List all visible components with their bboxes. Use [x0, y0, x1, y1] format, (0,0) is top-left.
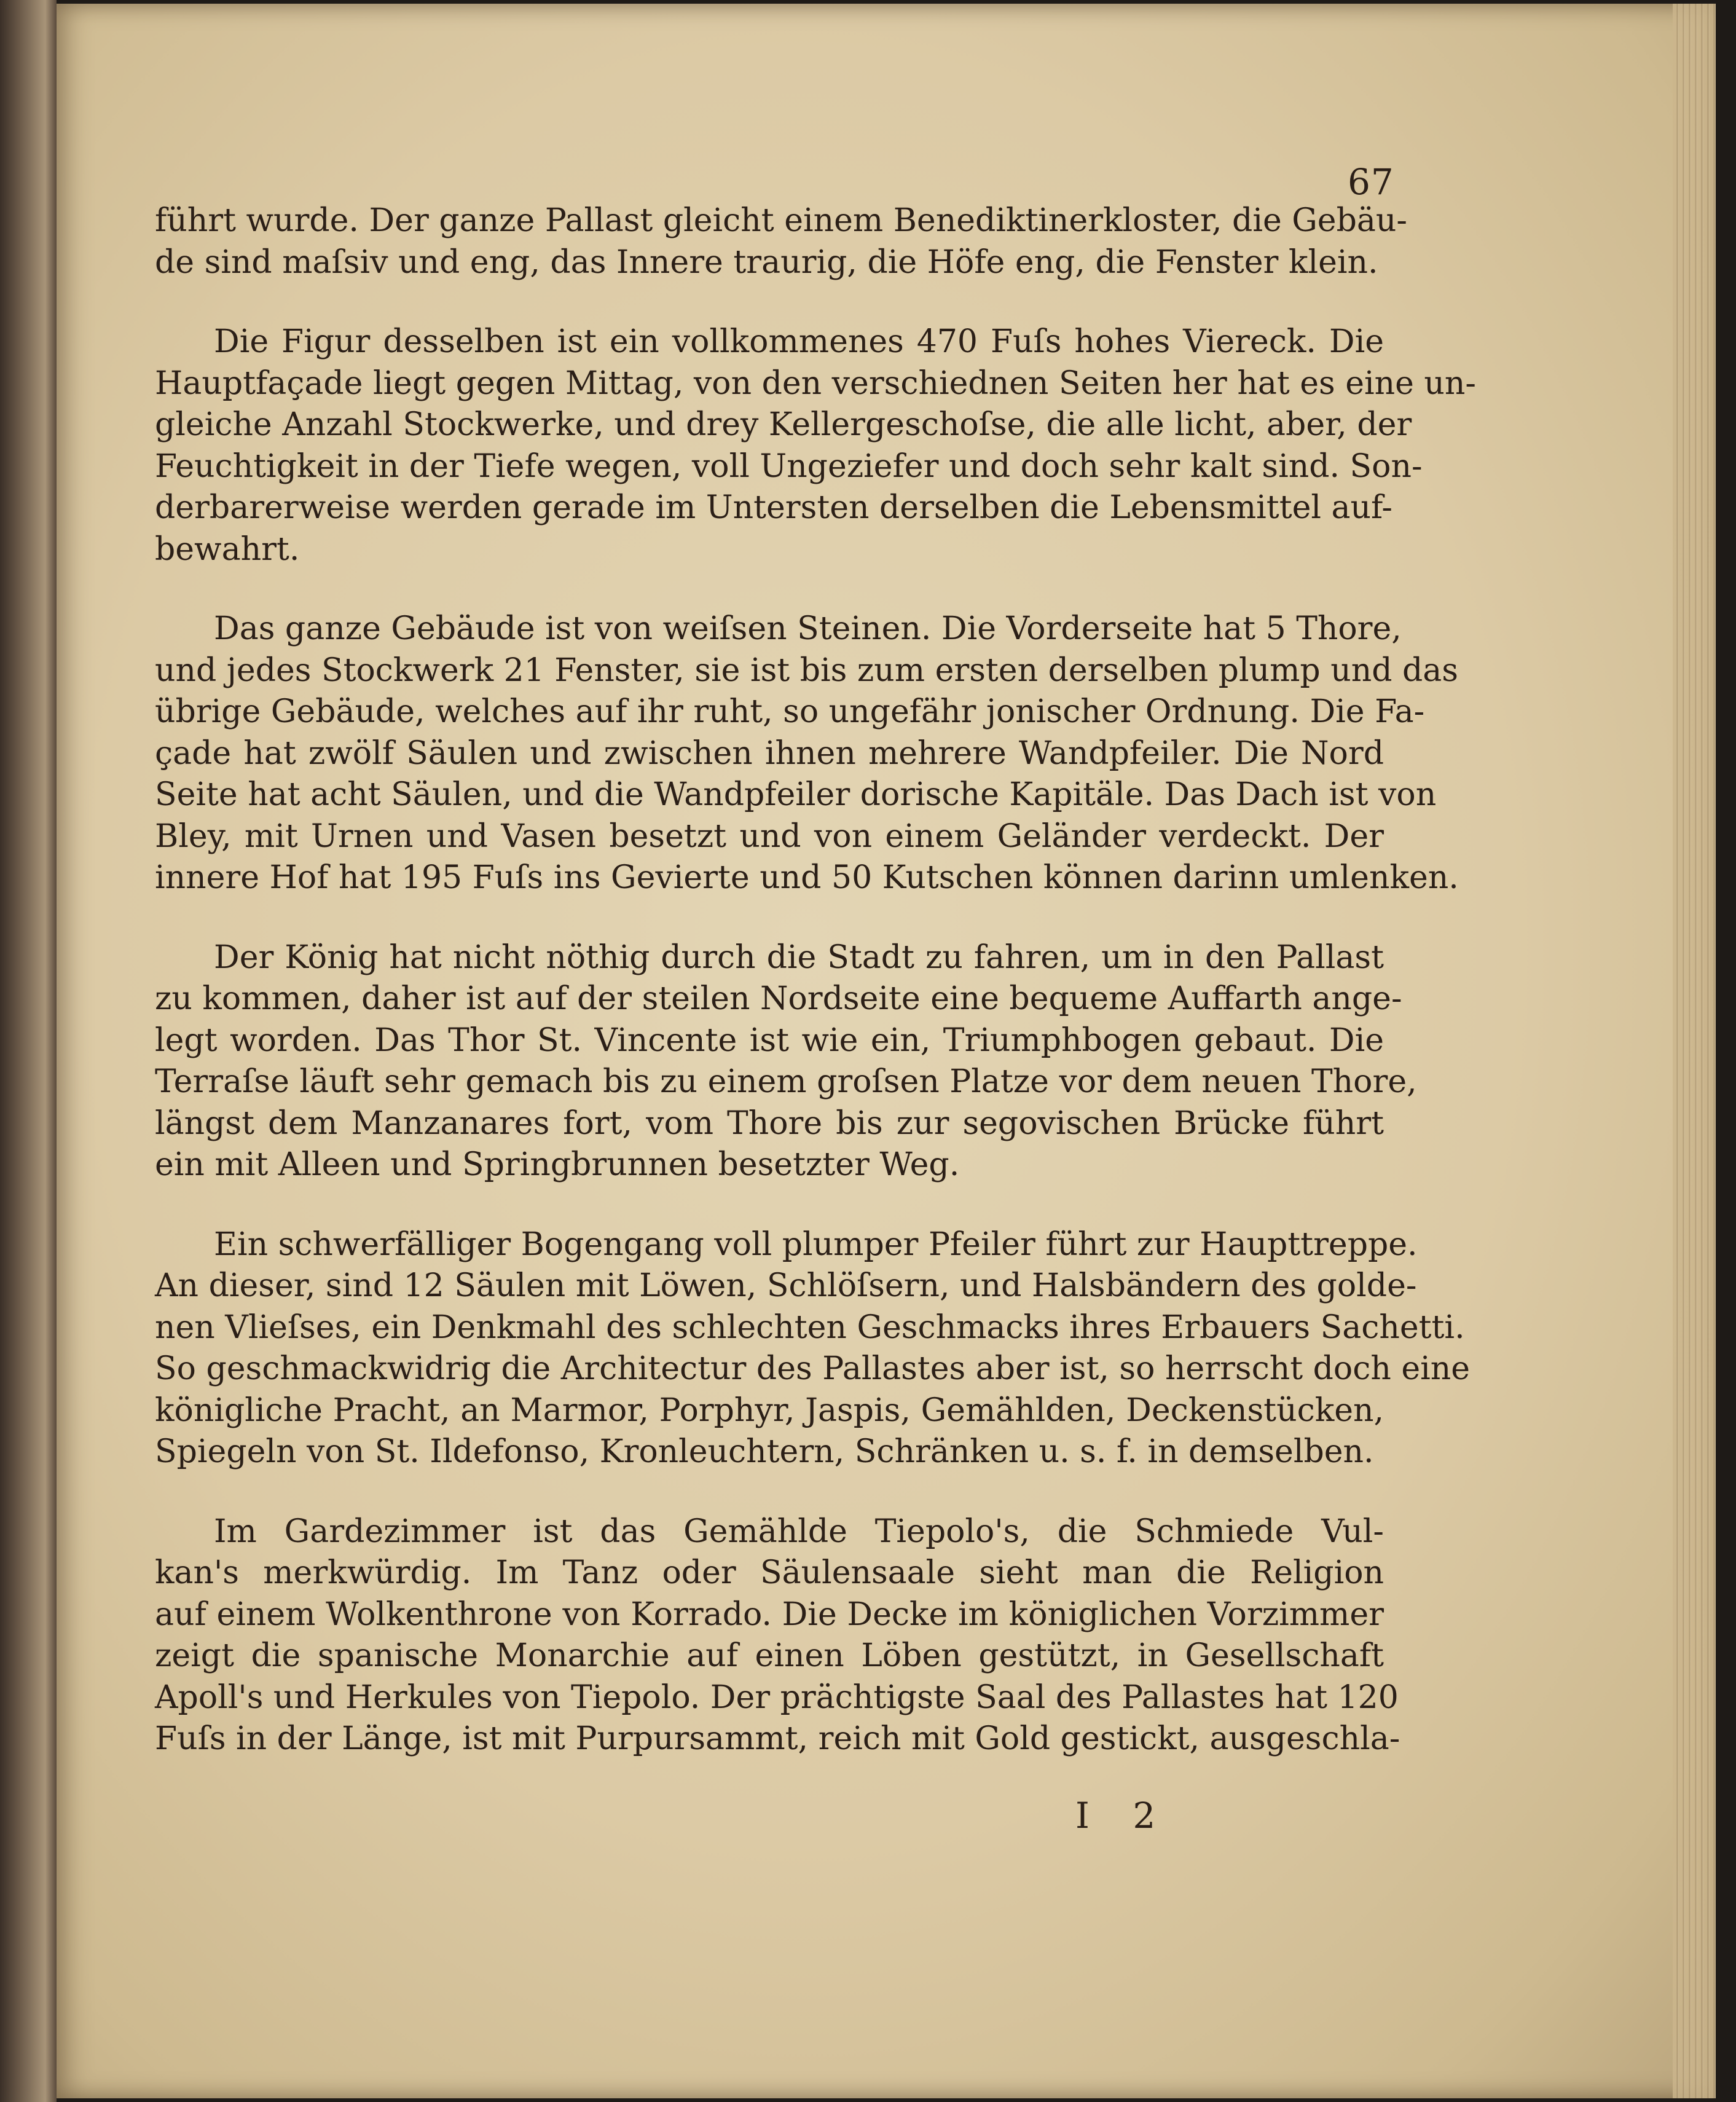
paragraph-2 — [155, 321, 1476, 570]
text-line: Seite hat acht Säulen, und die Wandpfeiler dorische Kapitäle. Das Dach ist von — [155, 776, 1437, 813]
text-line: Terraſse läuft sehr gemach bis zu einem groſsen Platze vor dem neuen Thore, — [155, 1063, 1417, 1100]
text-line: nen Vlieſses, ein Denkmahl des schlechten Geschmacks ihres Erbauers Sachetti. — [155, 1309, 1465, 1346]
text-line: Feuchtigkeit in der Tiefe wegen, voll Ungeziefer und doch sehr kalt sind. Son- — [155, 447, 1423, 485]
text-line: innere Hof hat 195 Fuſs ins Gevierte und 50 Kutschen können darinn umlenken. — [155, 859, 1459, 896]
text-line: legt worden. Das Thor St. Vincente ist wie ein, Triumphbogen gebaut. Die — [155, 1021, 1384, 1059]
text-line: kan's merkwürdig. Im Tanz oder Säulensaale sieht man die Religion — [155, 1554, 1384, 1591]
text-line: So geschmackwidrig die Architectur des Pallastes aber ist, so herrscht doch eine — [155, 1350, 1471, 1387]
facing-page-edge — [0, 0, 57, 2102]
paragraph-6 — [155, 1511, 1400, 1760]
text-line: Der König hat nicht nöthig durch die Stadt zu fahren, um in den Pallast — [214, 939, 1384, 976]
text-line: und jedes Stockwerk 21 Fenster, sie ist bis zum ersten derselben plump und das — [155, 651, 1458, 689]
text-line: Fuſs in der Länge, ist mit Purpursammt, reich mit Gold gestickt, ausgeschla- — [155, 1720, 1400, 1757]
text-line: de sind maſsiv und eng, das Innere traurig, die Höfe eng, die Fenster klein. — [155, 243, 1378, 281]
paragraph-4 — [155, 937, 1417, 1186]
page-number: 67 — [1348, 161, 1394, 203]
text-line: auf einem Wolkenthrone von Korrado. Die Decke im königlichen Vorzimmer — [155, 1596, 1384, 1633]
page-stack-edges — [1673, 4, 1716, 2098]
text-line: Hauptfaçade liegt gegen Mittag, von den verschiednen Seiten her hat es eine un- — [155, 364, 1476, 402]
text-line: derbarerweise werden gerade im Untersten derselben die Lebensmittel auf- — [155, 489, 1392, 526]
text-line: ein mit Alleen und Springbrunnen besetzter Weg. — [155, 1146, 960, 1183]
text-line: längst dem Manzanares fort, vom Thore bis zur segovischen Brücke führt — [155, 1104, 1384, 1142]
text-line: bewahrt. — [155, 530, 300, 568]
text-line: Das ganze Gebäude ist von weiſsen Steinen. Die Vorderseite hat 5 Thore, — [214, 610, 1402, 647]
body-text — [155, 200, 1476, 1798]
text-line: führt wurde. Der ganze Pallast gleicht einem Benediktinerkloster, die Gebäu- — [155, 202, 1407, 239]
text-line: Spiegeln von St. Ildefonso, Kronleuchtern, Schränken u. s. f. in demselben. — [155, 1433, 1374, 1470]
text-line: Die Figur desselben ist ein vollkommenes 470 Fuſs hohes Viereck. Die — [214, 323, 1384, 360]
text-line: Apoll's und Herkules von Tiepolo. Der prächtigste Saal des Pallastes hat 120 — [155, 1679, 1399, 1716]
signature-mark: I 2 — [1075, 1795, 1172, 1836]
paragraph-5 — [155, 1224, 1471, 1473]
text-line: çade hat zwölf Säulen und zwischen ihnen mehrere Wandpfeiler. Die Nord — [155, 734, 1384, 772]
text-line: zeigt die spanische Monarchie auf einen Löben gestützt, in Gesellschaft — [155, 1637, 1384, 1674]
text-line: königliche Pracht, an Marmor, Porphyr, Jaspis, Gemählden, Deckenstücken, — [155, 1391, 1384, 1429]
paragraph-3 — [155, 608, 1459, 899]
text-line: Im Gardezimmer ist das Gemählde Tiepolo's, die Schmiede Vul- — [214, 1513, 1384, 1550]
text-line: Ein schwerfälliger Bogengang voll plumper Pfeiler führt zur Haupttreppe. — [214, 1226, 1418, 1263]
text-line: An dieser, sind 12 Säulen mit Löwen, Schlöſsern, und Halsbändern des golde- — [155, 1267, 1417, 1304]
text-line: zu kommen, daher ist auf der steilen Nordseite eine bequeme Auffarth ange- — [155, 980, 1402, 1017]
text-line: gleiche Anzahl Stockwerke, und drey Kellergeschoſse, die alle licht, aber, der — [155, 406, 1412, 443]
paragraph-1 — [155, 200, 1407, 283]
text-line: Bley, mit Urnen und Vasen besetzt und von einem Geländer verdeckt. Der — [155, 817, 1384, 855]
text-line: übrige Gebäude, welches auf ihr ruht, so ungefähr jonischer Ordnung. Die Fa- — [155, 693, 1425, 730]
